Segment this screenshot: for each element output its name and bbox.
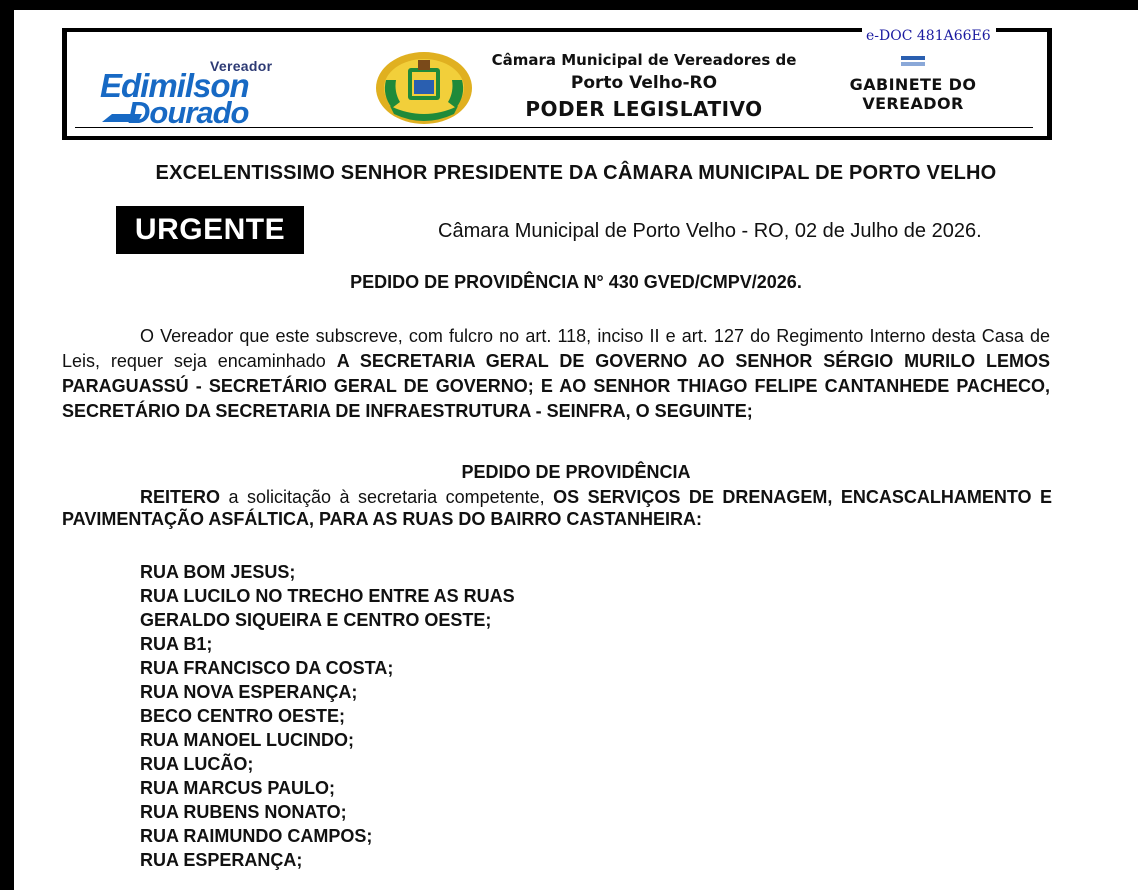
municipal-crest-icon — [374, 50, 474, 126]
list-item: RUA MARCUS PAULO; — [140, 778, 335, 798]
document-page — [14, 10, 1138, 890]
intro-paragraph — [62, 324, 1050, 424]
list-item: RUA BOM JESUS; — [140, 562, 296, 582]
list-item: RUA LUCILO NO TRECHO ENTRE AS RUAS — [140, 586, 515, 606]
urgent-badge: URGENTE — [116, 206, 304, 254]
office-line-2: VEREADOR — [862, 94, 964, 113]
list-item: RUA NOVA ESPERANÇA; — [140, 682, 358, 702]
reiterate-text: a solicitação à secretaria competente, — [220, 487, 554, 507]
list-item: RUA B1; — [140, 634, 213, 654]
edoc-code: e-DOC 481A66E6 — [862, 26, 996, 46]
list-item: RUA MANOEL LUCINDO; — [140, 730, 354, 750]
party-logo-icon — [899, 54, 927, 68]
list-item: RUA ESPERANÇA; — [140, 850, 303, 870]
chamber-line-1: Câmara Municipal de Vereadores de — [491, 51, 797, 69]
logo-name-first: Edimilson — [100, 67, 249, 104]
chamber-line-2: Porto Velho-RO — [570, 73, 718, 93]
section-title: PEDIDO DE PROVIDÊNCIA — [461, 462, 691, 482]
chamber-line-3: PODER LEGISLATIVO — [525, 97, 763, 121]
street-list — [140, 560, 515, 872]
list-item: BECO CENTRO OESTE; — [140, 706, 346, 726]
logo-name-last: Dourado — [128, 95, 249, 130]
list-item: RUA RAIMUNDO CAMPOS; — [140, 826, 373, 846]
reiterate-paragraph — [62, 486, 1052, 530]
place-date: Câmara Municipal de Porto Velho - RO, 02 de Julho de 2026. — [438, 220, 982, 242]
list-item: GERALDO SIQUEIRA E CENTRO OESTE; — [140, 610, 492, 630]
logo-label: Vereador — [210, 58, 273, 74]
intro-text: O Vereador que este subscreve, com fulcro no art. 118, inciso II e art. 127 do Regimento Interno desta Casa de Leis, requer seja encaminhado — [62, 326, 1050, 371]
request-number: PEDIDO DE PROVIDÊNCIA N° 430 GVED/CMPV/2026. — [350, 272, 802, 292]
office-line-1: GABINETE DO — [849, 75, 977, 94]
reiterate-services: OS SERVIÇOS DE DRENAGEM, ENCASCALHAMENTO E PAVIMENTAÇÃO ASFÁLTICA, PARA AS RUAS DO BAIRRO CASTANHEIRA: — [62, 487, 1052, 529]
addressee-heading: EXCELENTISSIMO SENHOR PRESIDENTE DA CÂMARA MUNICIPAL DE PORTO VELHO — [155, 162, 997, 184]
chamber-name — [474, 50, 814, 122]
list-item: RUA FRANCISCO DA COSTA; — [140, 658, 394, 678]
councilman-logo — [98, 50, 298, 130]
list-item: RUA LUCÃO; — [140, 754, 254, 774]
list-item: RUA RUBENS NONATO; — [140, 802, 347, 822]
reiterate-bold: REITERO — [140, 487, 221, 507]
intro-bold-text: A SECRETARIA GERAL DE GOVERNO AO SENHOR SÉRGIO MURILO LEMOS PARAGUASSÚ - SECRETÁRIO GERAL DE GOVERNO; E AO SENHOR THIAGO FELIPE CANTANHEDE PACHECO, SECRETÁRIO DA SECRETARIA DE INFRAESTRUTURA - SEINFRA, O SEGUINTE; — [62, 351, 1051, 421]
office-label — [832, 54, 994, 113]
